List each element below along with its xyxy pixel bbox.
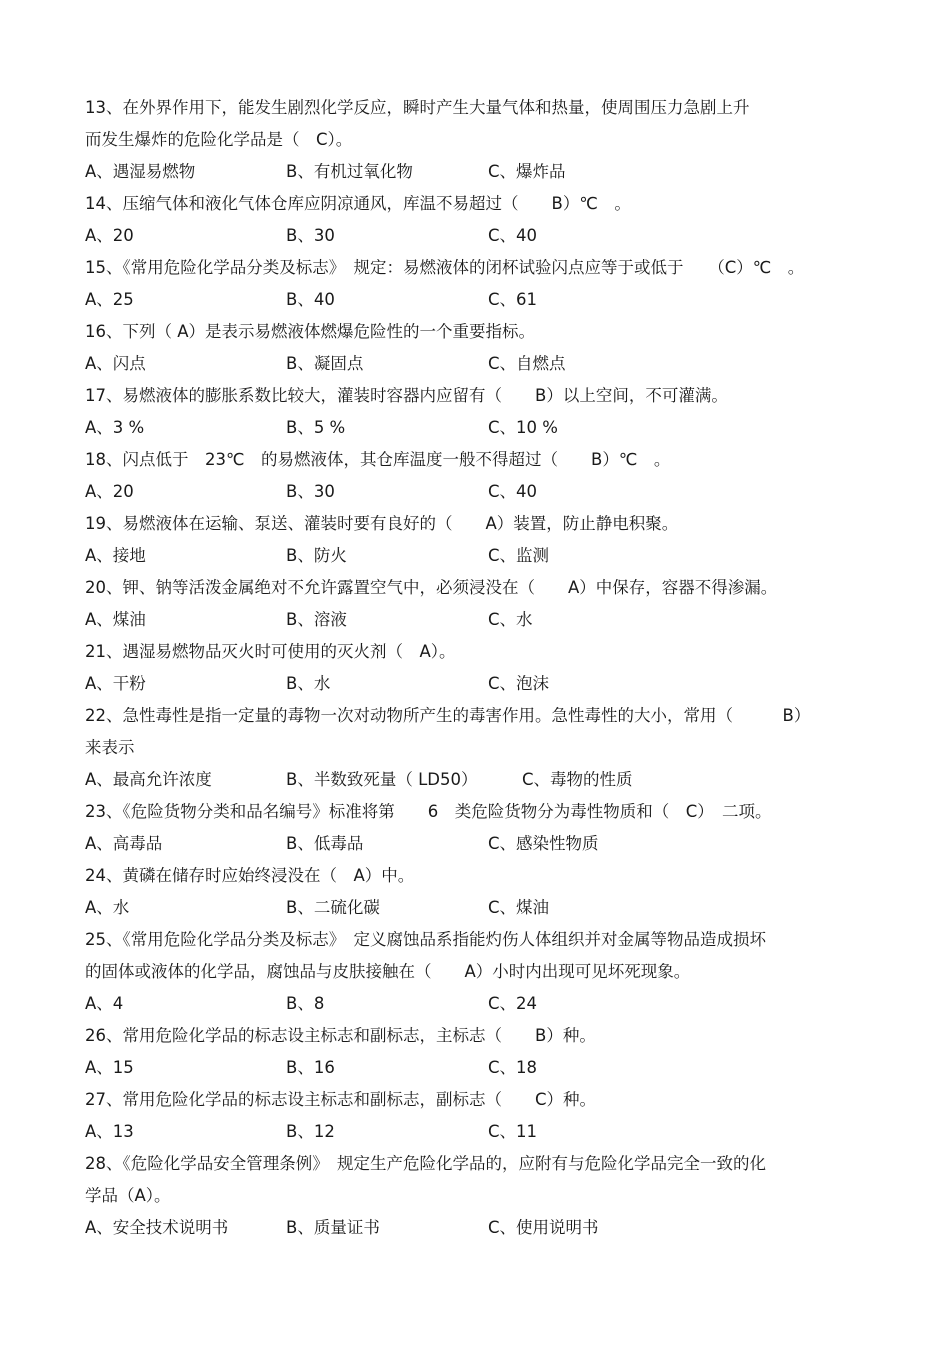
- options-row: [85, 476, 875, 508]
- option-c: C、毒物的性质: [522, 770, 633, 789]
- question-block: [85, 188, 875, 252]
- option-a: A、接地: [85, 546, 146, 565]
- question-text: 19、易燃液体在运输、泵送、灌装时要有良好的（ A）装置，防止静电积聚。: [85, 514, 679, 533]
- option-c: C、监测: [488, 546, 550, 565]
- option-a: A、闪点: [85, 354, 146, 373]
- option-b: B、30: [286, 482, 335, 501]
- option-c: C、24: [488, 994, 538, 1013]
- options-row: [85, 604, 875, 636]
- option-b: B、12: [286, 1122, 335, 1141]
- question-block: [85, 444, 875, 508]
- option-c: C、感染性物质: [488, 834, 599, 853]
- option-a: A、煤油: [85, 610, 146, 629]
- options-row: [85, 348, 875, 380]
- question-text: 26、常用危险化学品的标志设主标志和副标志，主标志（ B）种。: [85, 1026, 596, 1045]
- option-b: B、半数致死量（ LD50）: [286, 770, 478, 789]
- question-text: 13、在外界作用下，能发生剧烈化学反应，瞬时产生大量气体和热量，使周围压力急剧上升: [85, 98, 750, 117]
- option-c: C、61: [488, 290, 538, 309]
- question-text: 15、《常用危险化学品分类及标志》 规定：易燃液体的闭杯试验闪点应等于或低于 （C）℃ 。: [85, 258, 805, 277]
- option-b: B、溶液: [286, 610, 347, 629]
- option-c: C、10 %: [488, 418, 558, 437]
- question-text: 20、钾、钠等活泼金属绝对不允许露置空气中，必须浸没在（ A）中保存，容器不得渗漏。: [85, 578, 778, 597]
- option-a: A、15: [85, 1058, 134, 1077]
- option-c: C、爆炸品: [488, 162, 566, 181]
- option-b: B、二硫化碳: [286, 898, 380, 917]
- options-row: [85, 540, 875, 572]
- question-text: 18、闪点低于 23℃ 的易燃液体，其仓库温度一般不得超过（ B）℃ 。: [85, 450, 671, 469]
- question-text: 17、易燃液体的膨胀系数比较大，灌装时容器内应留有（ B）以上空间，不可灌满。: [85, 386, 728, 405]
- option-b: B、16: [286, 1058, 335, 1077]
- question-text: 24、黄磷在储存时应始终浸没在（ A）中。: [85, 866, 415, 885]
- question-text: 14、压缩气体和液化气体仓库应阴凉通风，库温不易超过（ B）℃ 。: [85, 194, 631, 213]
- option-a: A、4: [85, 994, 124, 1013]
- question-block: [85, 92, 875, 188]
- question-block: [85, 796, 875, 860]
- option-c: C、40: [488, 482, 538, 501]
- question-text: 而发生爆炸的危险化学品是（ C）。: [85, 130, 353, 149]
- question-block: [85, 572, 875, 636]
- question-block: [85, 700, 875, 796]
- option-a: A、3 %: [85, 418, 145, 437]
- question-text: 22、急性毒性是指一定量的毒物一次对动物所产生的毒害作用。急性毒性的大小，常用（ B）: [85, 706, 811, 725]
- options-row: [85, 1052, 875, 1084]
- option-c: C、自燃点: [488, 354, 566, 373]
- option-b: B、低毒品: [286, 834, 364, 853]
- options-row: [85, 828, 875, 860]
- option-b: B、40: [286, 290, 335, 309]
- option-b: B、水: [286, 674, 331, 693]
- question-list: [85, 92, 875, 1244]
- option-c: C、11: [488, 1122, 538, 1141]
- option-c: C、煤油: [488, 898, 550, 917]
- option-b: B、5 %: [286, 418, 346, 437]
- question-block: [85, 508, 875, 572]
- question-block: [85, 1020, 875, 1084]
- option-c: C、40: [488, 226, 538, 245]
- question-text: 16、下列（ A）是表示易燃液体燃爆危险性的一个重要指标。: [85, 322, 536, 341]
- options-row: [85, 988, 875, 1020]
- question-block: [85, 252, 875, 316]
- option-a: A、水: [85, 898, 130, 917]
- options-row: [85, 1116, 875, 1148]
- option-a: A、安全技术说明书: [85, 1218, 229, 1237]
- option-c: C、18: [488, 1058, 538, 1077]
- question-block: [85, 316, 875, 380]
- question-block: [85, 380, 875, 444]
- option-c: C、泡沫: [488, 674, 550, 693]
- options-row: [85, 764, 875, 796]
- option-a: A、20: [85, 226, 134, 245]
- options-row: [85, 156, 875, 188]
- option-a: A、13: [85, 1122, 134, 1141]
- options-row: [85, 668, 875, 700]
- option-a: A、最高允许浓度: [85, 770, 212, 789]
- option-b: B、防火: [286, 546, 347, 565]
- option-c: C、水: [488, 610, 533, 629]
- option-a: A、25: [85, 290, 134, 309]
- options-row: [85, 412, 875, 444]
- option-b: B、有机过氧化物: [286, 162, 413, 181]
- options-row: [85, 892, 875, 924]
- option-a: A、干粉: [85, 674, 146, 693]
- options-row: [85, 1212, 875, 1244]
- option-b: B、30: [286, 226, 335, 245]
- question-text: 27、常用危险化学品的标志设主标志和副标志，副标志（ C）种。: [85, 1090, 597, 1109]
- option-a: A、高毒品: [85, 834, 163, 853]
- question-text: 的固体或液体的化学品，腐蚀品与皮肤接触在（ A）小时内出现可见坏死现象。: [85, 962, 691, 981]
- options-row: [85, 284, 875, 316]
- question-block: [85, 1084, 875, 1148]
- question-text: 学品（A）。: [85, 1186, 171, 1205]
- options-row: [85, 220, 875, 252]
- question-text: 21、遇湿易燃物品灭火时可使用的灭火剂（ A）。: [85, 642, 456, 661]
- option-b: B、8: [286, 994, 325, 1013]
- option-a: A、遇湿易燃物: [85, 162, 196, 181]
- question-text: 25、《常用危险化学品分类及标志》 定义腐蚀品系指能灼伤人体组织并对金属等物品造成损坏: [85, 930, 766, 949]
- question-block: [85, 924, 875, 1020]
- option-b: B、凝固点: [286, 354, 364, 373]
- option-c: C、使用说明书: [488, 1218, 599, 1237]
- option-a: A、20: [85, 482, 134, 501]
- option-b: B、质量证书: [286, 1218, 380, 1237]
- question-text: 23、《危险货物分类和品名编号》标准将第 6 类危险货物分为毒性物质和（ C） 二项。: [85, 802, 772, 821]
- question-block: [85, 1148, 875, 1244]
- question-text: 来表示: [85, 738, 135, 757]
- question-block: [85, 860, 875, 924]
- question-text: 28、《危险化学品安全管理条例》 规定生产危险化学品的，应附有与危险化学品完全一致的化: [85, 1154, 766, 1173]
- question-block: [85, 636, 875, 700]
